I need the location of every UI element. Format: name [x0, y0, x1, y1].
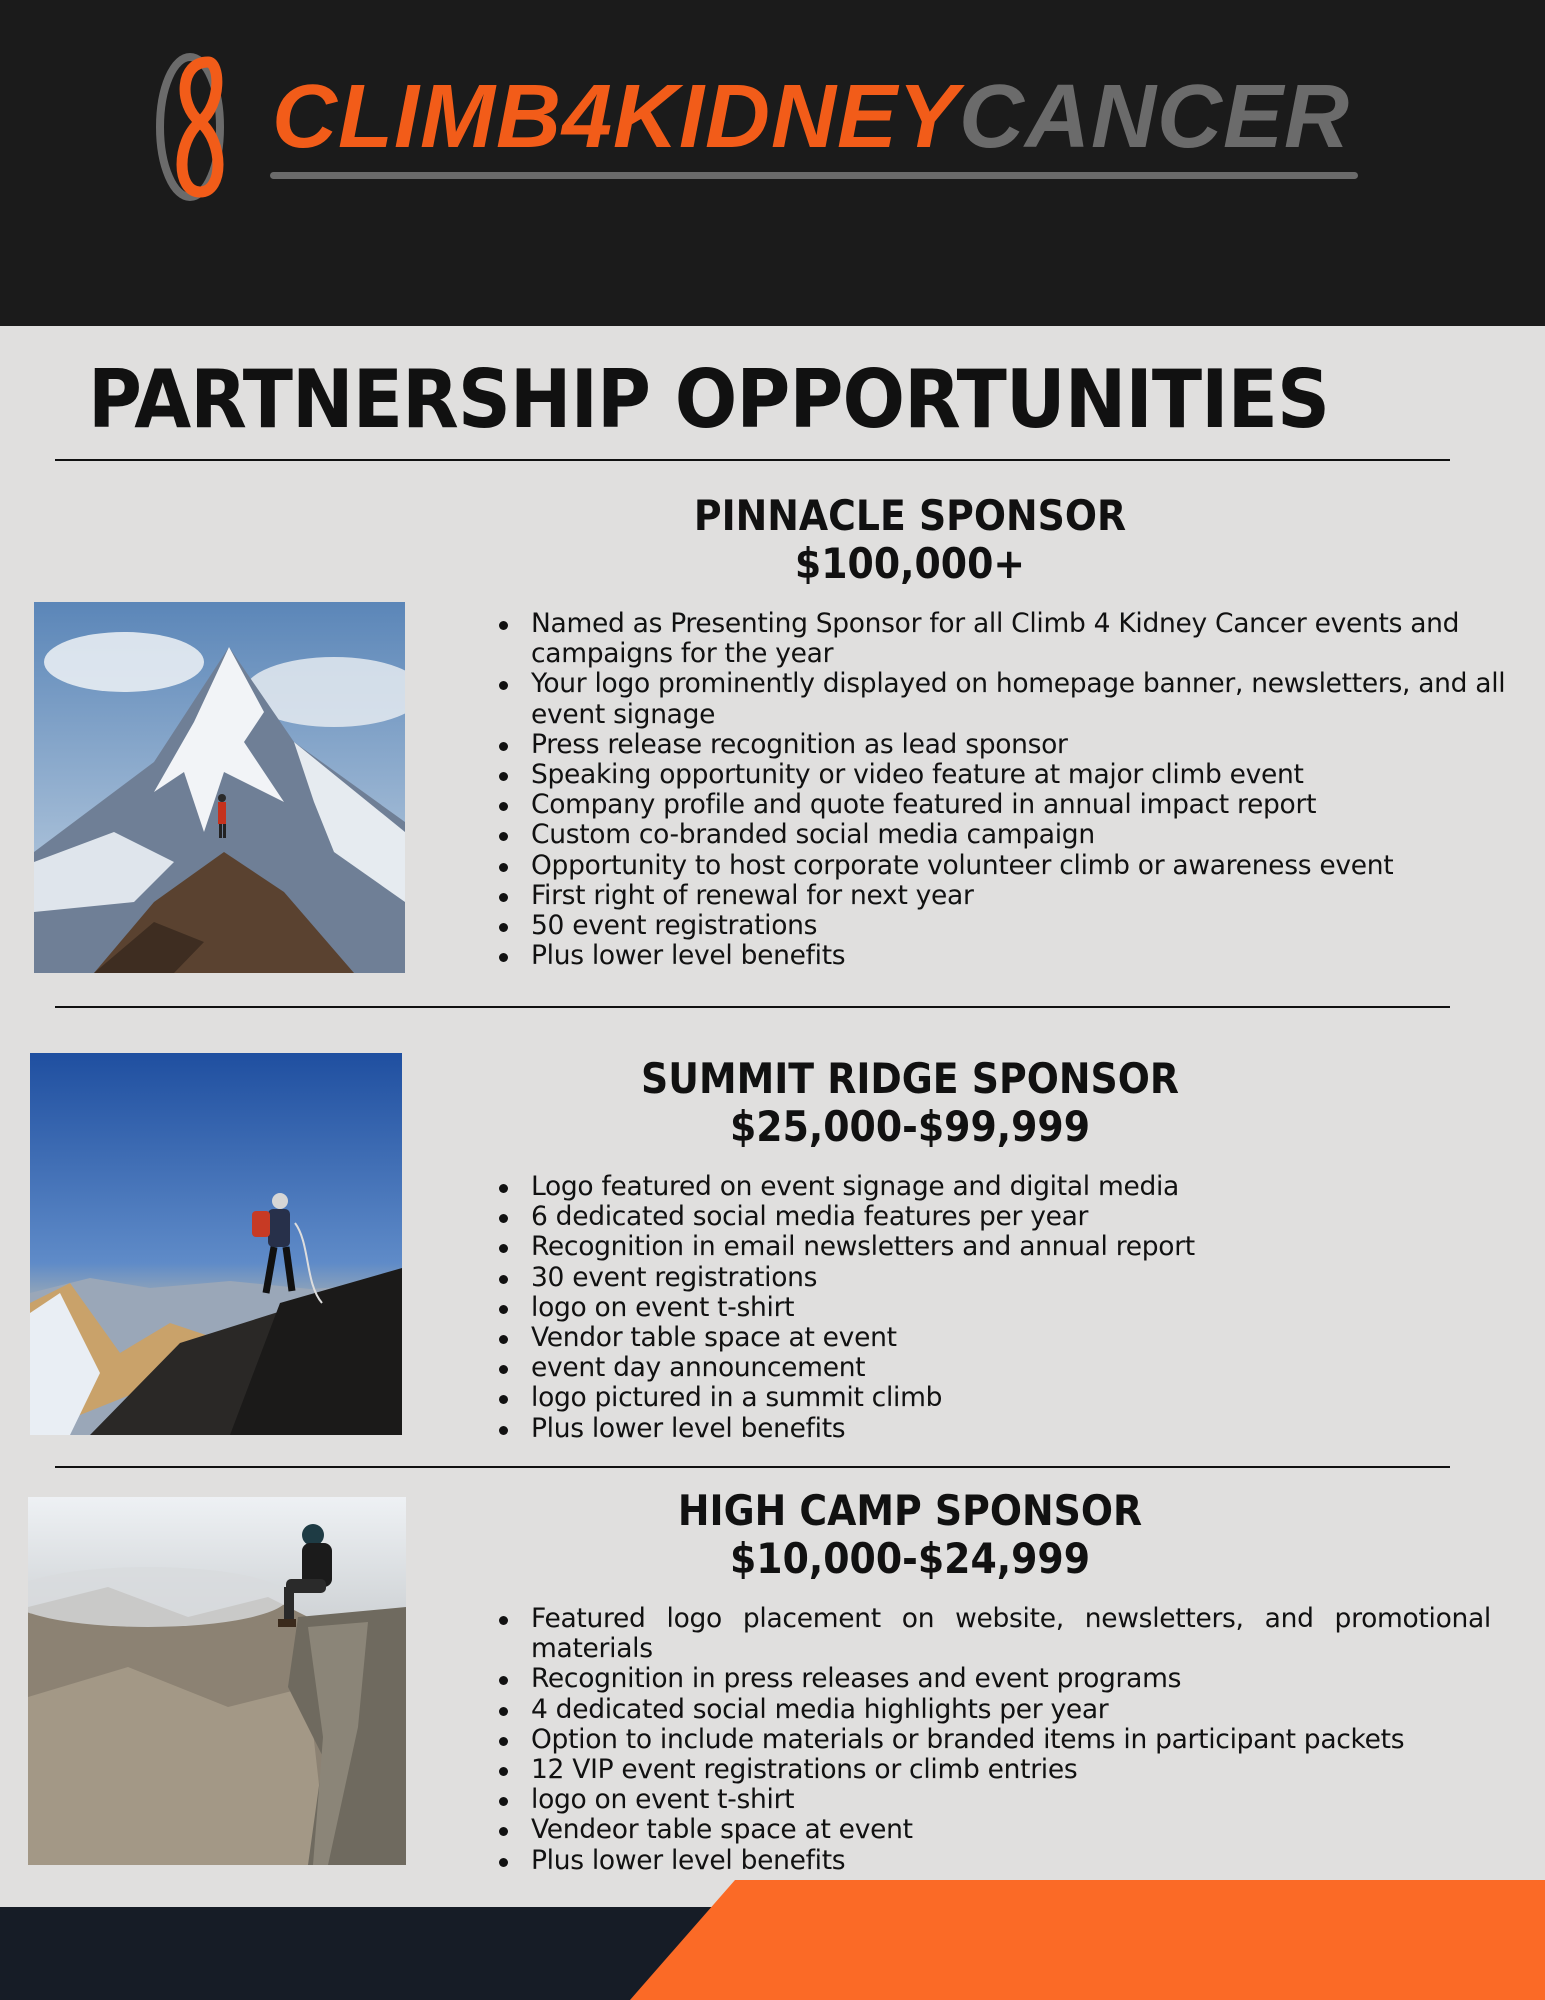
list-item: logo pictured in a summit climb	[531, 1383, 1521, 1413]
list-item: Vendeor table space at event	[531, 1815, 1491, 1845]
list-item: Press release recognition as lead sponsor	[531, 730, 1521, 760]
list-item: event day announcement	[531, 1353, 1521, 1383]
list-item: 12 VIP event registrations or climb entries	[531, 1755, 1491, 1785]
tier-name: HIGH CAMP SPONSOR	[677, 1486, 1143, 1535]
divider	[55, 1466, 1450, 1468]
list-item: Option to include materials or branded items in participant packets	[531, 1725, 1491, 1755]
tier-heading-high-camp	[440, 1487, 1380, 1583]
tier-price: $25,000-$99,999	[729, 1102, 1091, 1151]
tier-heading-pinnacle	[440, 492, 1380, 588]
benefit-list-summit-ridge	[490, 1172, 1521, 1444]
benefit-list-high-camp	[490, 1604, 1491, 1876]
list-item: Recognition in press releases and event programs	[531, 1664, 1491, 1694]
header-banner	[0, 0, 1545, 326]
brand-wordmark-part1: CLIMB4KIDNEY	[272, 67, 960, 167]
list-item: Plus lower level benefits	[531, 1846, 1491, 1876]
divider	[55, 1006, 1450, 1008]
list-item: logo on event t-shirt	[531, 1785, 1491, 1815]
page-title: PARTNERSHIP OPPORTUNITIES	[88, 353, 1330, 446]
logo-underline	[270, 172, 1358, 179]
list-item: 30 event registrations	[531, 1263, 1521, 1293]
list-item: Featured logo placement on website, newsletters, and promotional materials	[531, 1603, 1491, 1665]
tier-heading-summit-ridge	[440, 1055, 1380, 1151]
list-item: Speaking opportunity or video feature at major climb event	[531, 760, 1521, 790]
tier-name: PINNACLE SPONSOR	[693, 491, 1127, 540]
list-item: Plus lower level benefits	[531, 1414, 1521, 1444]
ridge-climber-photo	[30, 1053, 402, 1435]
footer-accent-shape	[0, 1880, 1545, 2000]
list-item: First right of renewal for next year	[531, 881, 1521, 911]
list-item: Custom co-branded social media campaign	[531, 820, 1521, 850]
list-item: logo on event t-shirt	[531, 1293, 1521, 1323]
cliff-edge-photo	[28, 1497, 406, 1865]
list-item: Recognition in email newsletters and annual report	[531, 1232, 1521, 1262]
list-item: Logo featured on event signage and digital media	[531, 1172, 1521, 1202]
divider	[55, 459, 1450, 461]
brand-wordmark-part2: CANCER	[959, 67, 1351, 167]
tier-price: $10,000-$24,999	[729, 1534, 1091, 1583]
tier-price: $100,000+	[794, 539, 1026, 588]
list-item: Your logo prominently displayed on homepage banner, newsletters, and all event signage	[531, 669, 1521, 729]
list-item: Company profile and quote featured in annual impact report	[531, 790, 1521, 820]
brand-wordmark	[272, 67, 1351, 167]
rope-figure-eight-logo-icon	[150, 52, 250, 202]
list-item: Named as Presenting Sponsor for all Climb 4 Kidney Cancer events and campaigns for the year	[531, 609, 1521, 669]
list-item: 6 dedicated social media features per year	[531, 1202, 1521, 1232]
list-item: Vendor table space at event	[531, 1323, 1521, 1353]
list-item: Opportunity to host corporate volunteer climb or awareness event	[531, 851, 1521, 881]
list-item: 4 dedicated social media highlights per year	[531, 1695, 1491, 1725]
list-item: Plus lower level benefits	[531, 941, 1521, 971]
tier-name: SUMMIT RIDGE SPONSOR	[641, 1054, 1179, 1103]
benefit-list-pinnacle	[490, 609, 1521, 971]
list-item: 50 event registrations	[531, 911, 1521, 941]
mountain-summit-photo	[34, 602, 405, 973]
